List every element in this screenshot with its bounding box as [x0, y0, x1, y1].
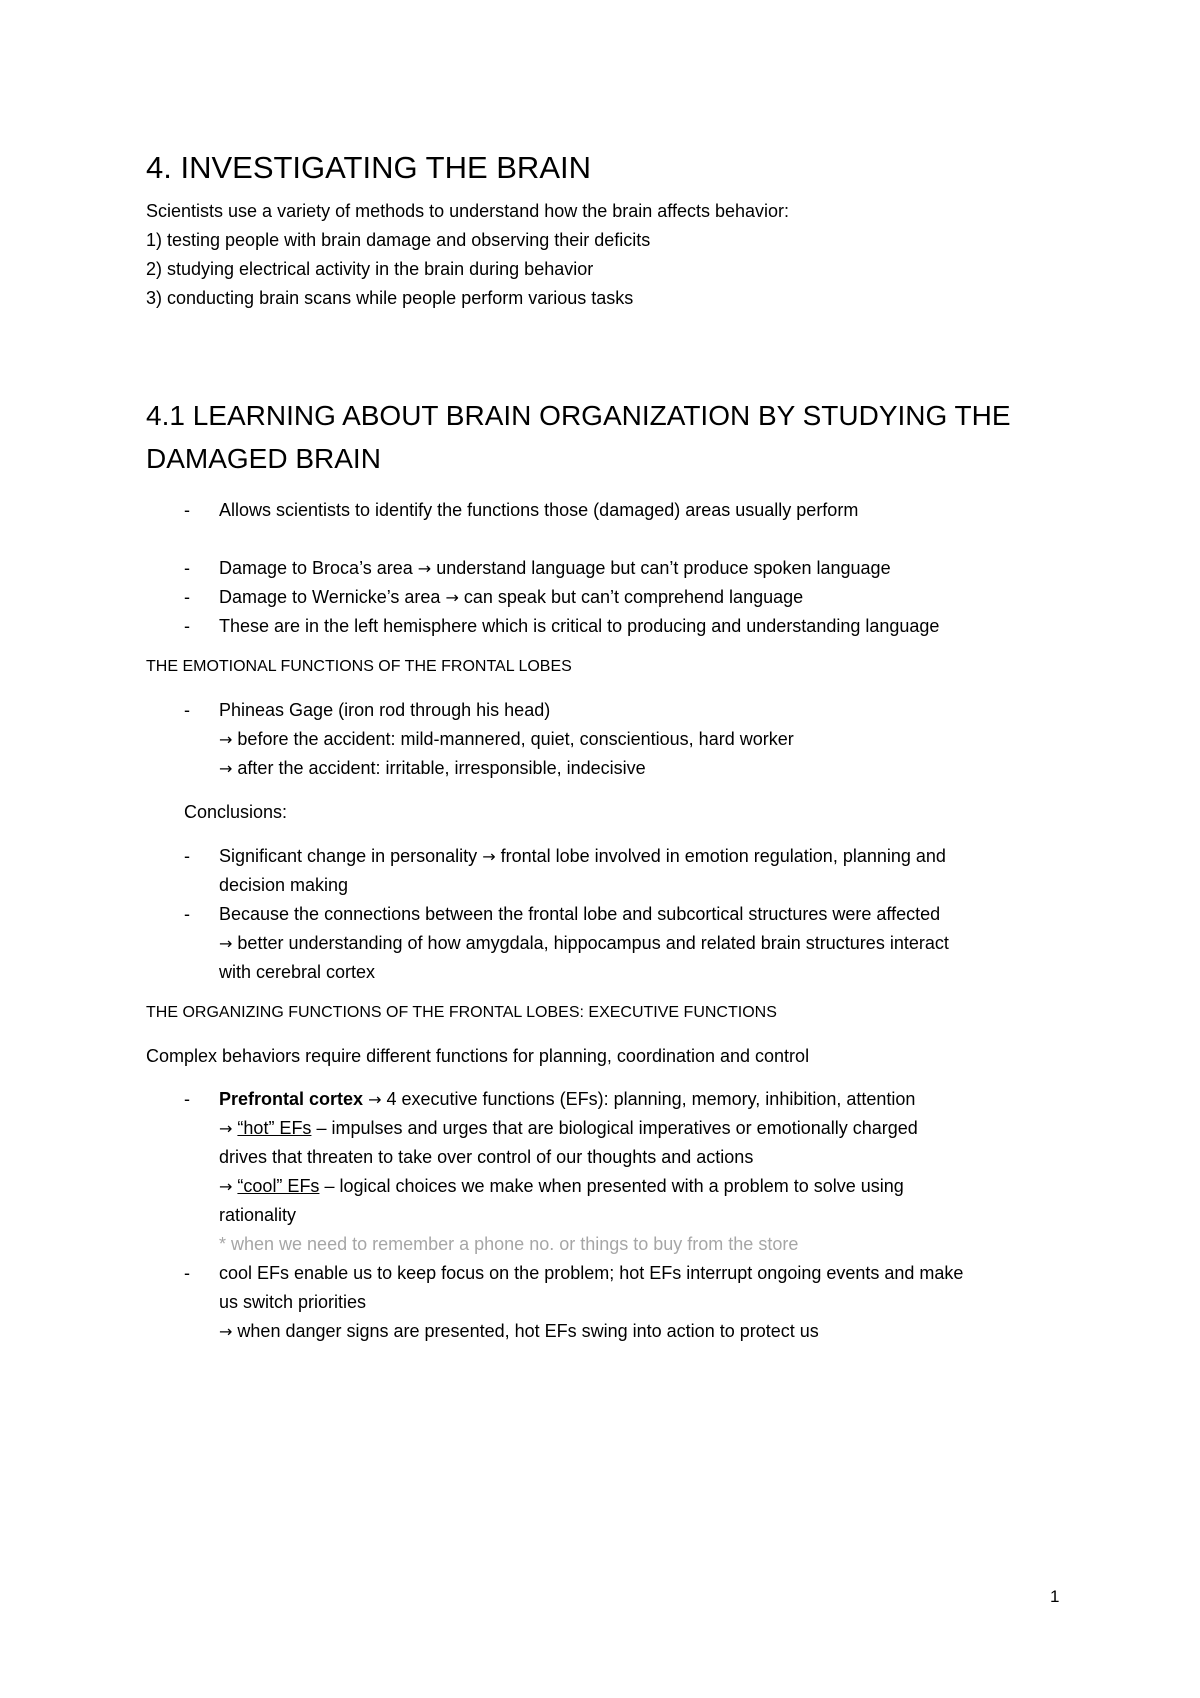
arrow-icon: → — [219, 934, 233, 953]
list-item: - Prefrontal cortex → 4 executive functions (EFs): planning, memory, inhibition, attention → “hot” EFs – impulses and urges that are biological imperatives or emotionally charged drives that threaten to take over control of our thoughts and actions → “cool” EFs – logical choices we make when presented with a problem to solve using rationality * when we need to remember a phone no. or things to buy from the store — [146, 1085, 1076, 1259]
arrow-icon: → — [368, 1090, 382, 1109]
bullet-list — [146, 696, 1076, 783]
list-item: - Allows scientists to identify the functions those (damaged) areas usually perform — [184, 500, 859, 520]
intro-line: 1) testing people with brain damage and observing their deficits — [146, 230, 651, 250]
arrow-icon: → — [219, 1119, 233, 1138]
arrow-icon: → — [219, 730, 233, 749]
list-item: - cool EFs enable us to keep focus on the problem; hot EFs interrupt ongoing events and make us switch priorities → when danger signs are presented, hot EFs swing into action to protect us — [184, 1263, 964, 1341]
chapter-heading: 4. INVESTIGATING THE BRAIN — [146, 150, 591, 185]
arrow-icon: → — [219, 759, 233, 778]
bullet-list — [146, 554, 1076, 641]
page-number: 1 — [1050, 1587, 1060, 1606]
arrow-icon: → — [482, 847, 496, 866]
arrow-icon: → — [219, 1177, 233, 1196]
list-item: - These are in the left hemisphere which is critical to producing and understanding language — [184, 616, 940, 636]
note: * when we need to remember a phone no. or things to buy from the store — [219, 1234, 799, 1254]
page-content — [146, 148, 1076, 1346]
arrow-icon: → — [417, 559, 432, 578]
conclusions-label: Conclusions: — [184, 802, 288, 822]
bullet-list — [146, 842, 1076, 987]
subheading: THE ORGANIZING FUNCTIONS OF THE FRONTAL LOBES: EXECUTIVE FUNCTIONS — [146, 1004, 777, 1021]
section-heading: 4.1 LEARNING ABOUT BRAIN ORGANIZATION BY STUDYING THE DAMAGED BRAIN — [146, 400, 1011, 474]
intro-line: 3) conducting brain scans while people perform various tasks — [146, 288, 634, 308]
list-item: - Phineas Gage (iron rod through his head) → before the accident: mild-mannered, quiet, conscientious, hard worker → after the accident: irritable, irresponsible, indecisive — [184, 700, 794, 778]
intro-line: Scientists use a variety of methods to understand how the brain affects behavior: — [146, 201, 790, 221]
arrow-icon: → — [219, 1322, 233, 1341]
subheading: THE EMOTIONAL FUNCTIONS OF THE FRONTAL LOBES — [146, 658, 572, 675]
intro-line: 2) studying electrical activity in the brain during behavior — [146, 259, 594, 279]
bullet-list — [146, 1085, 1076, 1346]
paragraph: Complex behaviors require different functions for planning, coordination and control — [146, 1046, 810, 1066]
list-item: - Significant change in personality → frontal lobe involved in emotion regulation, planning and decision making — [184, 846, 946, 895]
list-item: - Damage to Wernicke’s area → can speak but can’t comprehend language — [184, 587, 804, 607]
list-item: - Damage to Broca’s area → understand language but can’t produce spoken language — [184, 558, 891, 578]
list-item: - Because the connections between the frontal lobe and subcortical structures were affected → better understanding of how amygdala, hippocampus and related brain structures interact with cerebral cortex — [184, 904, 949, 982]
bullet-list — [146, 496, 1076, 525]
arrow-icon: → — [445, 588, 459, 607]
